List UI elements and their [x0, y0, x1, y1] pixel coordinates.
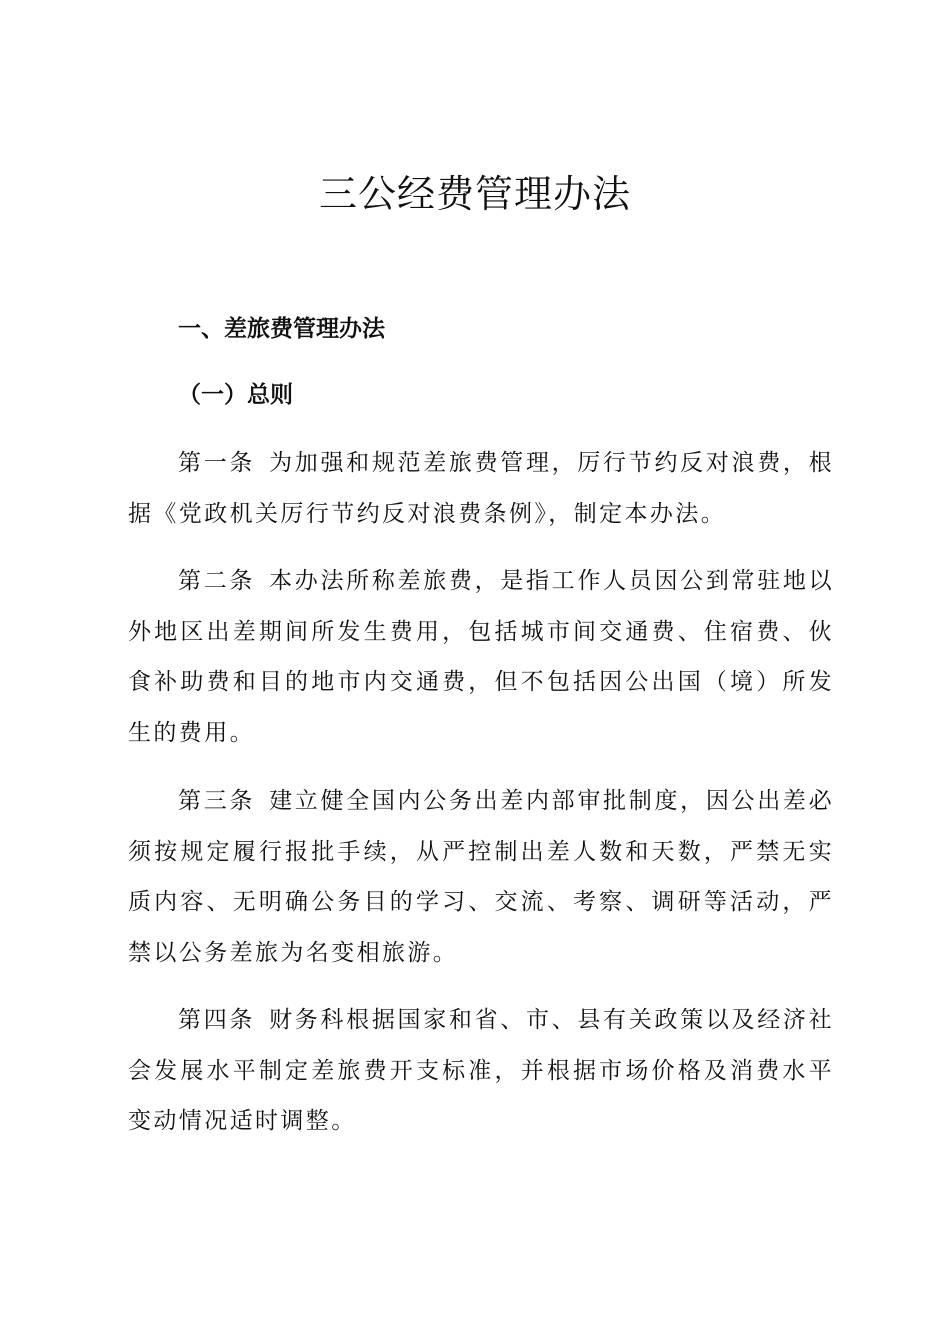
article-text: 本办法所称差旅费，是指工作人员因公到常驻地以外地区出差期间所发生费用，包括城市间交通费、住宿费、伙食补助费和目的地市内交通费，但不包括因公出国（境）所发生的费用。 — [128, 568, 834, 746]
section-heading: 一、差旅费管理办法 — [178, 316, 385, 342]
article-label: 第二条 — [178, 568, 256, 594]
article-text: 建立健全国内公务出差内部审批制度，因公出差必须按规定履行报批手续，从严控制出差人数和天数，严禁无实质内容、无明确公务目的学习、交流、考察、调研等活动，严禁以公务差旅为名变相旅游。 — [128, 788, 834, 966]
article-2 — [128, 556, 834, 758]
article-label: 第一条 — [178, 450, 256, 476]
article-4 — [128, 995, 834, 1147]
article-text: 为加强和规范差旅费管理，厉行节约反对浪费，根据《党政机关厉行节约反对浪费条例》，制定本办法。 — [128, 450, 834, 527]
article-label: 第三条 — [178, 788, 256, 814]
article-text: 财务科根据国家和省、市、县有关政策以及经济社会发展水平制定差旅费开支标准，并根据市场价格及消费水平变动情况适时调整。 — [128, 1007, 834, 1134]
article-3 — [128, 776, 834, 978]
document-title: 三公经费管理办法 — [318, 172, 631, 216]
subsection-heading: （一）总则 — [178, 382, 293, 408]
article-1 — [128, 438, 834, 539]
article-label: 第四条 — [178, 1007, 256, 1033]
